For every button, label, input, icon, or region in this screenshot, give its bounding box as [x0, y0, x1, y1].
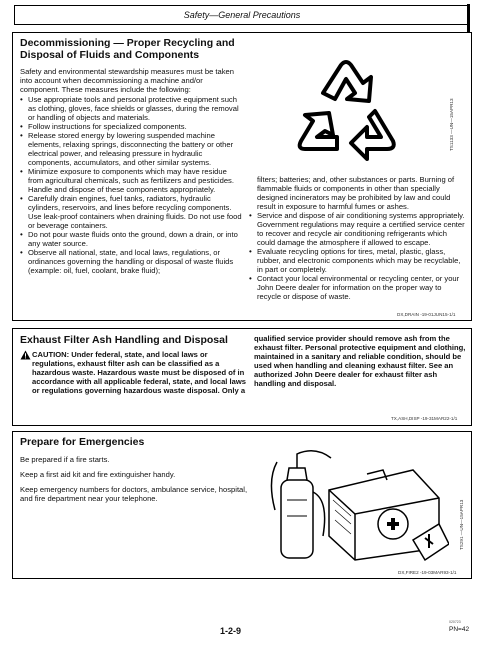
decommissioning-title-line1: Decommissioning — Proper Recycling and — [20, 37, 235, 49]
emergencies-p2: Keep a first aid kit and fire extinguisher handy. — [20, 470, 176, 479]
recycle-image-code: TS1133 —UN—15APR13 — [449, 98, 454, 151]
recycle-icon — [271, 49, 421, 169]
emergencies-title: Prepare for Emergencies — [20, 436, 145, 448]
exhaust-left-column — [20, 334, 246, 395]
page-number: 1-2-9 — [220, 626, 242, 636]
exhaust-doc-code: TX,ASH,DISP -19-31MAR22-1/1 — [391, 416, 458, 421]
list-item: • Follow instructions for specialized components. — [20, 122, 244, 131]
decommissioning-title — [20, 37, 244, 61]
emergencies-section — [12, 431, 472, 579]
list-item: • Service and dispose of air conditioning systems appropriately. Government regulations may require a certified service center to recover and recycle air conditioning refrigerants which could damage the atmosphere if allowed to escape. — [249, 211, 467, 247]
decommissioning-left-column — [20, 37, 244, 275]
decommissioning-left-list — [20, 95, 244, 275]
decommissioning-title-line2: Disposal of Fluids and Components — [20, 49, 200, 61]
fire-extinguisher-icon — [271, 451, 331, 558]
decommissioning-doc-code: DX,DRAIN -19-01JUN15-1/1 — [397, 312, 456, 317]
decommissioning-right-list — [249, 211, 467, 301]
list-item: • Evaluate recycling options for tires, metal, plastic, glass, rubber, and electronic components which may be recyclable, in part or completely. — [249, 247, 467, 274]
list-item: • Carefully drain engines, fuel tanks, radiators, hydraulic cylinders, reservoirs, and lines before recycling components. Use leak-proof containers when draining fluids. Do not use food or beverage containers. — [20, 194, 244, 230]
section-header-title: Safety—General Precautions — [183, 10, 301, 20]
list-item: • Release stored energy by lowering suspended machine elements, relaxing springs, disconnecting the battery or other electrical power, and releasing pressure in hydraulic components, accumulators, and other similar systems. — [20, 131, 244, 167]
list-item: • Do not pour waste fluids onto the ground, down a drain, or into any water source. — [20, 230, 244, 248]
first-aid-extinguisher-illustration — [263, 440, 449, 566]
section-header — [14, 5, 470, 25]
exhaust-caution — [20, 350, 246, 395]
emergency-image-code: TS291 —UN—15APR13 — [459, 499, 464, 550]
warning-triangle-icon — [20, 350, 31, 360]
list-item: • Minimize exposure to components which may have residue from agricultural chemicals, such as fertilizers and pesticides. Handle and dispose of these components appropriately. — [20, 167, 244, 194]
emergencies-left-column — [20, 436, 252, 503]
decommissioning-right-column — [249, 175, 467, 301]
list-item: • Observe all national, state, and local laws, regulations, or ordinances governing the handling or disposal of waste fluids (example: oil, fuel, coolant, brake fluid); — [20, 248, 244, 275]
exhaust-section — [12, 328, 472, 426]
decommissioning-continuation: filters; batteries; and, other substances or parts. Burning of flammable fluids or components in other than specially designed incinerators may be prohibited by law and could result in exposure to harmful fumes or ashes. — [257, 175, 455, 211]
decommissioning-intro: Safety and environmental stewardship measures must be taken into account when decommissioning a machine and/or component. These measures include the following: — [20, 67, 235, 94]
exhaust-title: Exhaust Filter Ash Handling and Disposal — [20, 334, 228, 346]
footer-pn: PN=42 — [449, 626, 470, 633]
decommissioning-section — [12, 32, 472, 321]
emergencies-doc-code: DX,FIRE2 -19-03MAR93-1/1 — [398, 570, 457, 575]
emergencies-p1: Be prepared if a fire starts. — [20, 455, 110, 464]
emergencies-p3: Keep emergency numbers for doctors, ambulance service, hospital, and fire department near your telephone. — [20, 485, 248, 503]
footer-small-code: 020723 — [449, 620, 461, 624]
exhaust-caution-text: CAUTION: Under federal, state, and local laws or regulations, exhaust filter ash can be classified as a hazardous waste. Hazardous waste must be disposed of in accordance with all applicable federal, state, and local laws or regulations governing hazardous waste disposal. Only a — [32, 350, 246, 395]
list-item: • Use appropriate tools and personal protective equipment such as clothing, gloves, face shields or glasses, during the removal or handling of objects and materials. — [20, 95, 244, 122]
page-tab-mark — [467, 4, 470, 32]
exhaust-caution-continued: qualified service provider should remove ash from the exhaust filter. Personal protective equipment and clothing, maintained in a sanitary and reliable condition, should be used when handling and cleaning exhaust filter. See an authorized John Deere dealer for exhaust filter ash handling and disposal. — [254, 334, 466, 388]
list-item: • Contact your local environmental or recycling center, or your John Deere dealer for information on the proper way to recycle or dispose of waste. — [249, 274, 467, 301]
